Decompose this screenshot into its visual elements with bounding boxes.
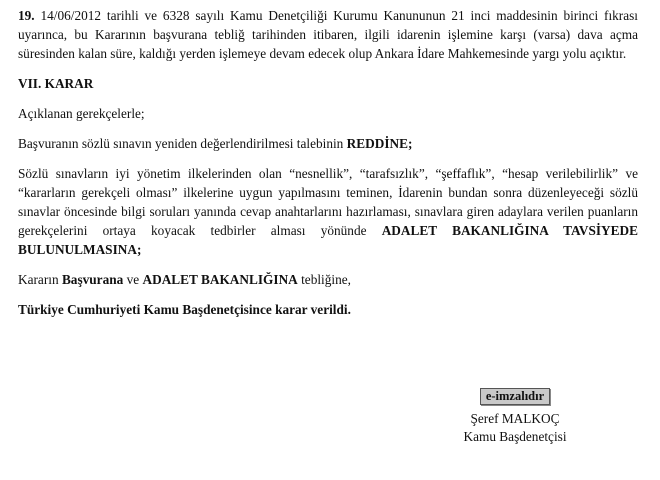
paragraph-decision-1 [18, 134, 638, 153]
signatory-title: Kamu Başdenetçisi [463, 429, 567, 444]
paragraph-conclusion: Türkiye Cumhuriyeti Kamu Başdenetçisince karar verildi. [18, 302, 351, 317]
paragraph-decision-2 [18, 164, 638, 259]
notification-bold-1: Başvurana [61, 272, 124, 287]
notification-middle: ve [123, 272, 143, 287]
section-heading: VII. KARAR [18, 76, 94, 91]
paragraph-intro: Açıklanan gerekçelerle; [18, 106, 145, 121]
document-body [18, 6, 638, 330]
paragraph-notification [18, 270, 638, 289]
paragraph-number: 19. [18, 8, 35, 23]
notification-suffix: tebliğine, [297, 272, 351, 287]
decision-1-text: Başvuranın sözlü sınavın yeniden değerlendirilmesi talebinin [18, 136, 347, 151]
paragraph-19 [18, 6, 638, 63]
paragraph-19-text: 14/06/2012 tarihli ve 6328 sayılı Kamu Denetçiliği Kurumu Kanununun 21 inci maddesinin birinci fıkrası uyarınca, bu Kararının başvurana tebliğ tarihinden itibaren, ilgili idarenin işlemine karşı (varsa) dava açma süresinden kalan süre, kaldığı yerden işlemeye devam edecek olup Ankara İdare Mahkemesinde yargı yolu açıktır. [18, 8, 638, 61]
signature-block [440, 387, 590, 446]
notification-bold-2: ADALET BAKANLIĞINA [142, 272, 298, 287]
decision-2-text: Sözlü sınavların iyi yönetim ilkelerinden olan “nesnellik”, “tarafsızlık”, “şeffaflık”, “hesap verilebilirlik” ve “kararların gerekçeli olması” ilkelerine uygun yapılmasını teminen, İdarenin bundan sonra düzenleyeceği sözlü sınavlar öncesinde bilgi soruları yanında cevap anahtarlarını hazırlaması, sınavlara giren adaylara verilen puanların gerekçelerini ortaya koyacak tedbirler alması yönünde [18, 166, 638, 238]
notification-prefix: Kararın [18, 272, 62, 287]
decision-1-bold: REDDİNE; [346, 136, 413, 151]
decision-2-bold: ADALET BAKANLIĞINA TAVSİYEDE BULUNULMASINA; [18, 223, 638, 257]
e-signature-stamp: e-imzalıdır [480, 388, 550, 405]
signatory-name: Şeref MALKOÇ [470, 411, 560, 426]
